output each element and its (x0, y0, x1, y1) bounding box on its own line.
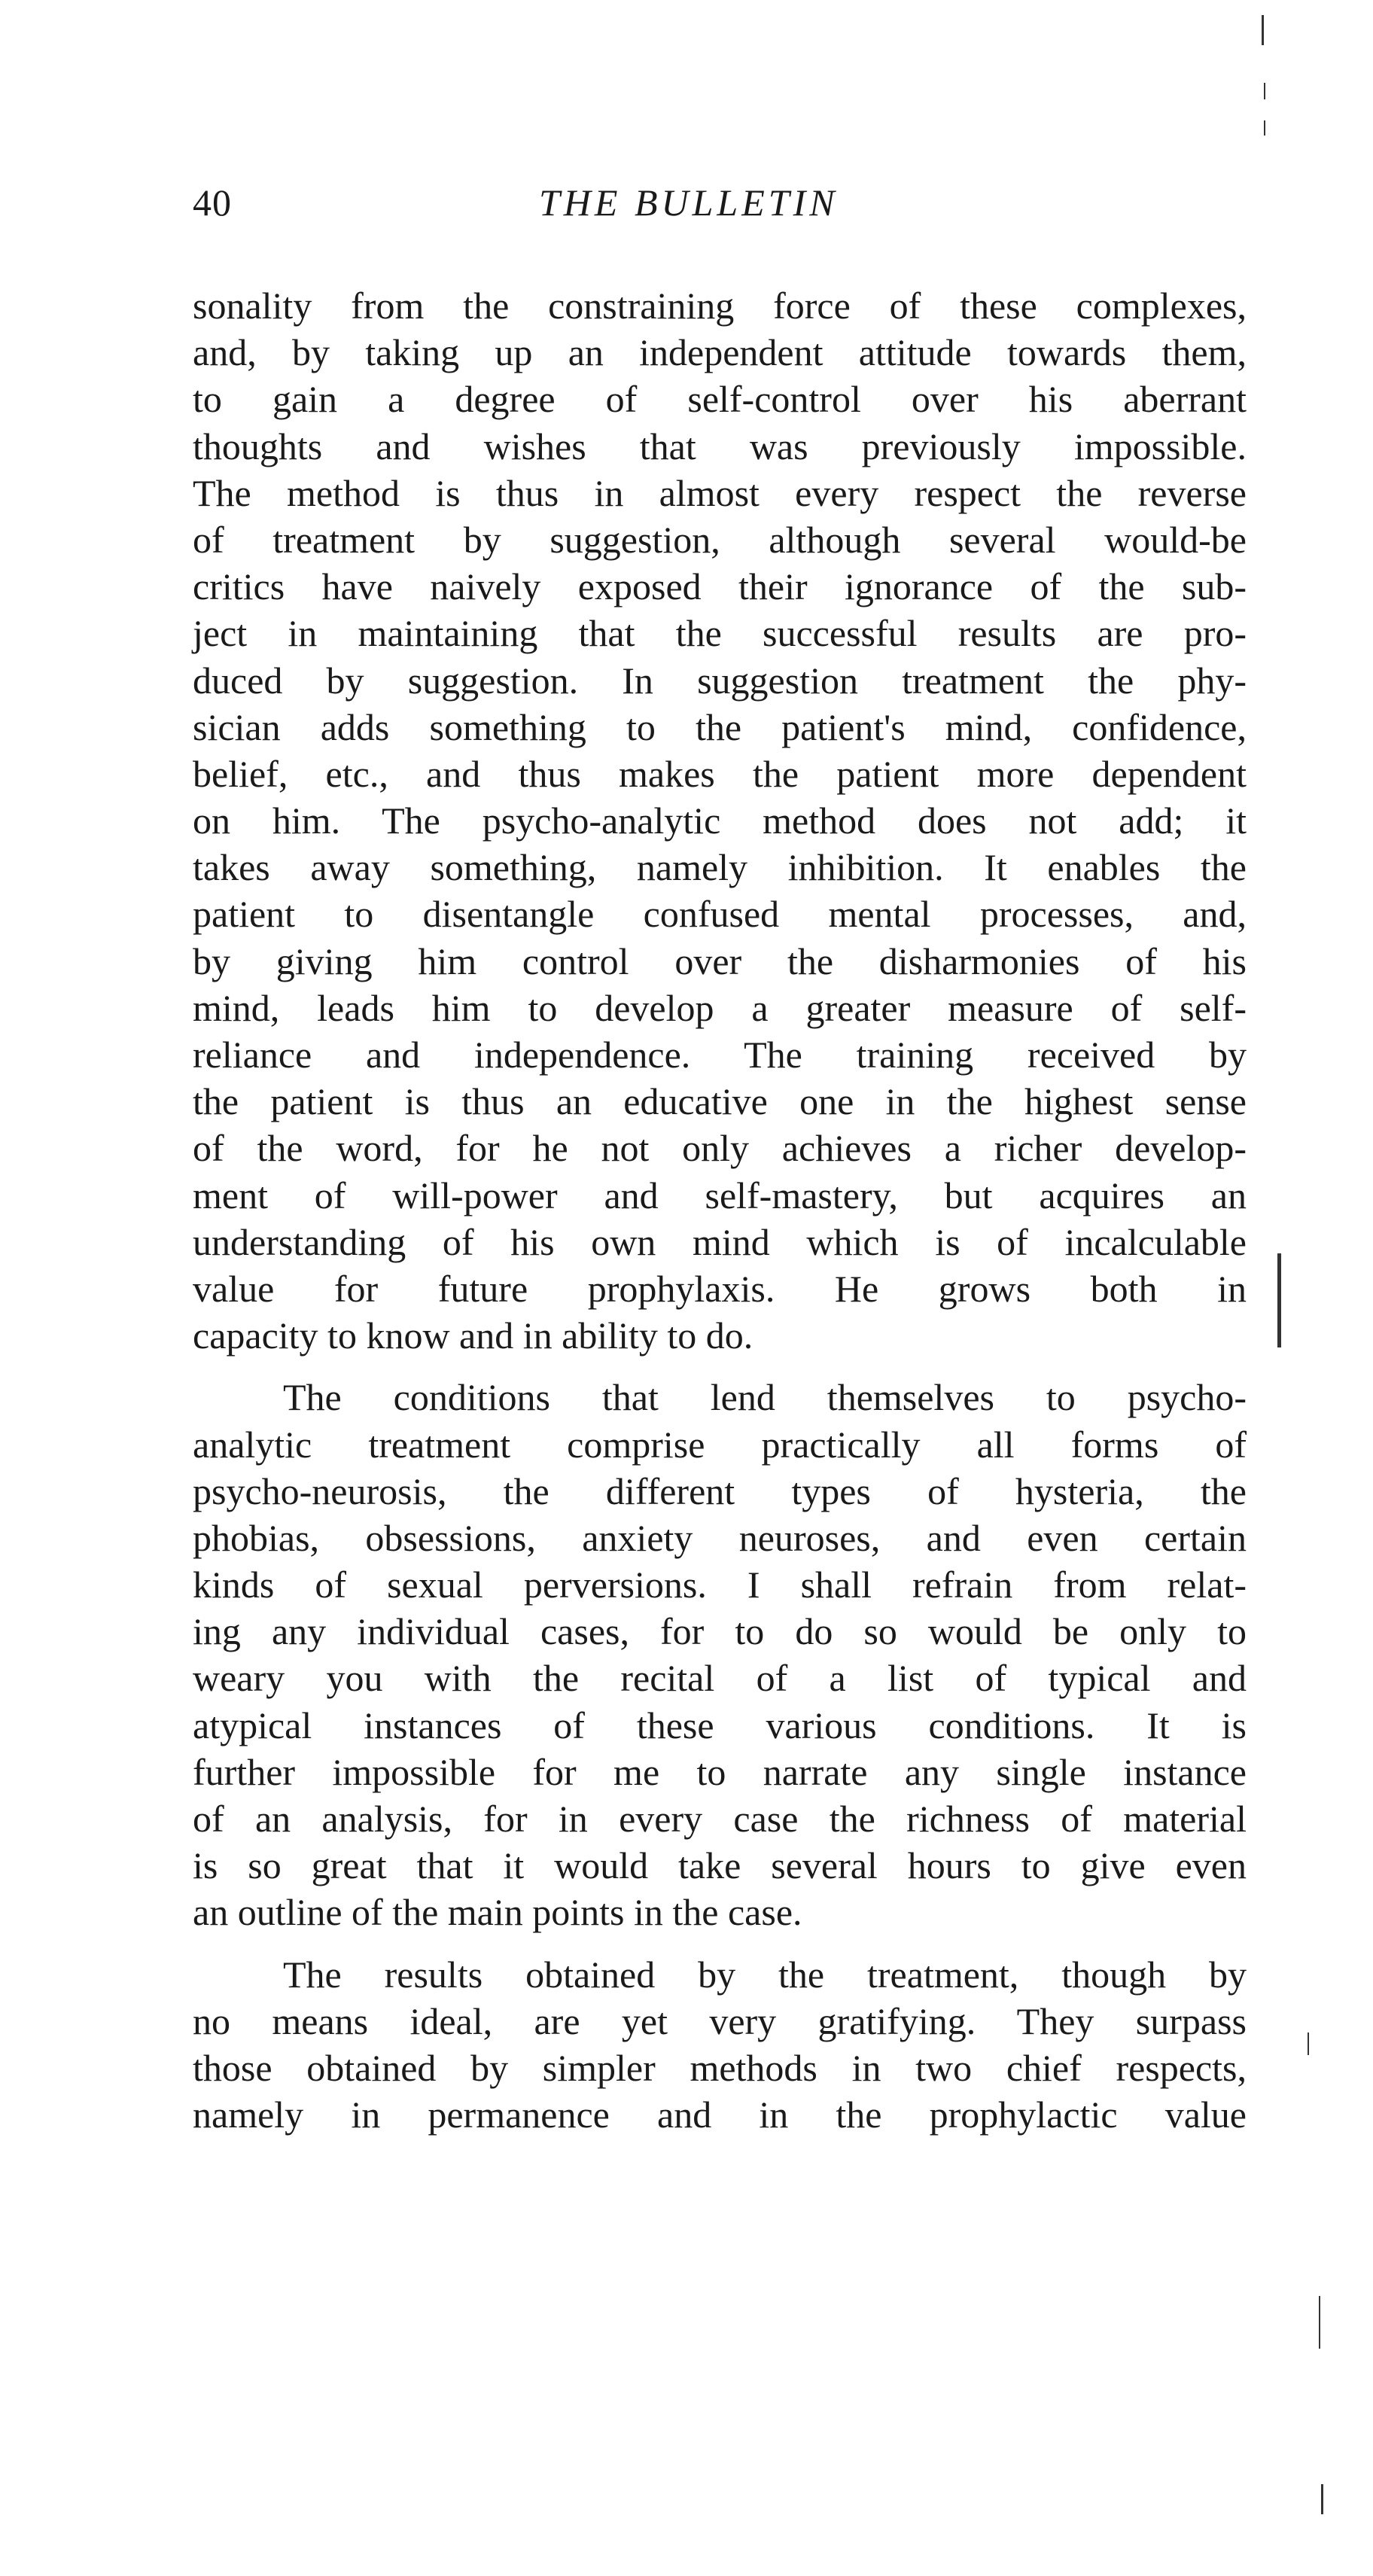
text-line: The conditions that lend themselves to psycho- (283, 1376, 1247, 1419)
text-line: thoughts and wishes that was previously impossible. (193, 425, 1247, 467)
text-line: duced by suggestion. In suggestion treatment the phy- (193, 659, 1247, 702)
text-line: critics have naively exposed their ignorance of the sub- (193, 565, 1247, 608)
body-text (193, 282, 1247, 2138)
text-line: phobias, obsessions, anxiety neuroses, and even certain (193, 1516, 1247, 1559)
paragraph-gap (193, 1359, 1247, 1374)
text-line: value for future prophylaxis. He grows both in (193, 1267, 1247, 1310)
text-line: of an analysis, for in every case the richness of material (193, 1798, 1247, 1840)
text-line: those obtained by simpler methods in two chief respects, (193, 2046, 1247, 2089)
text-line: patient to disentangle confused mental processes, and, (193, 893, 1247, 936)
text-line: the patient is thus an educative one in the highest sense (193, 1080, 1247, 1123)
text-line: sonality from the constraining force of these complexes, (193, 285, 1247, 327)
text-line: ment of will-power and self-mastery, but acquires an (193, 1174, 1247, 1216)
paragraph-2 (193, 1374, 1247, 1935)
text-line: mind, leads him to develop a greater measure of self- (193, 986, 1247, 1029)
text-line: psycho-neurosis, the different types of hysteria, the (193, 1469, 1247, 1512)
text-line: is so great that it would take several hours to give even (193, 1844, 1247, 1887)
text-line: takes away something, namely inhibition. It enables the (193, 846, 1247, 889)
scan-artifact (1277, 1253, 1281, 1347)
text-line: capacity to know and in ability to do. (193, 1314, 753, 1357)
text-line: understanding of his own mind which is of incalculable (193, 1220, 1247, 1263)
text-line: analytic treatment comprise practically all forms of (193, 1423, 1247, 1466)
scan-artifact (1319, 2296, 1320, 2349)
text-line: atypical instances of these various conditions. It is (193, 1704, 1247, 1746)
text-line: no means ideal, are yet very gratifying. They surpass (193, 1999, 1247, 2042)
text-line: by giving him control over the disharmonies of his (193, 939, 1247, 982)
text-line: and, by taking up an independent attitude towards them, (193, 331, 1247, 374)
text-line: kinds of sexual perversions. I shall refrain from relat- (193, 1564, 1247, 1606)
scan-artifact (1264, 120, 1265, 135)
text-line: an outline of the main points in the case. (193, 1891, 802, 1934)
text-line: weary you with the recital of a list of typical and (193, 1657, 1247, 1700)
text-line: ing any individual cases, for to do so would be only to (193, 1610, 1247, 1653)
text-line: reliance and independence. The training received by (193, 1034, 1247, 1076)
scan-artifact (1308, 2032, 1309, 2055)
scan-artifact (1264, 83, 1265, 99)
page-number: 40 (193, 181, 232, 224)
text-line: The results obtained by the treatment, though by (283, 1953, 1247, 1996)
text-line: The method is thus in almost every respect the reverse (193, 471, 1247, 514)
paragraph-3 (193, 1951, 1247, 2139)
text-line: belief, etc., and thus makes the patient more dependent (193, 752, 1247, 795)
text-line: namely in permanence and in the prophylactic value (193, 2093, 1247, 2136)
text-line: of the word, for he not only achieves a richer develop- (193, 1127, 1247, 1170)
scan-artifact (1262, 15, 1264, 45)
running-title: THE BULLETIN (539, 181, 839, 224)
scan-artifact (1321, 2484, 1323, 2514)
paragraph-1 (193, 282, 1247, 1359)
text-line: of treatment by suggestion, although several would-be (193, 518, 1247, 561)
running-head (193, 181, 1247, 233)
text-line: further impossible for me to narrate any single instance (193, 1750, 1247, 1793)
text-line: ject in maintaining that the successful results are pro- (193, 612, 1247, 655)
paragraph-gap (193, 1936, 1247, 1951)
text-line: to gain a degree of self-control over his aberrant (193, 378, 1247, 421)
text-line: sician adds something to the patient's mind, confidence, (193, 705, 1247, 748)
text-line: on him. The psycho-analytic method does not add; it (193, 799, 1247, 842)
